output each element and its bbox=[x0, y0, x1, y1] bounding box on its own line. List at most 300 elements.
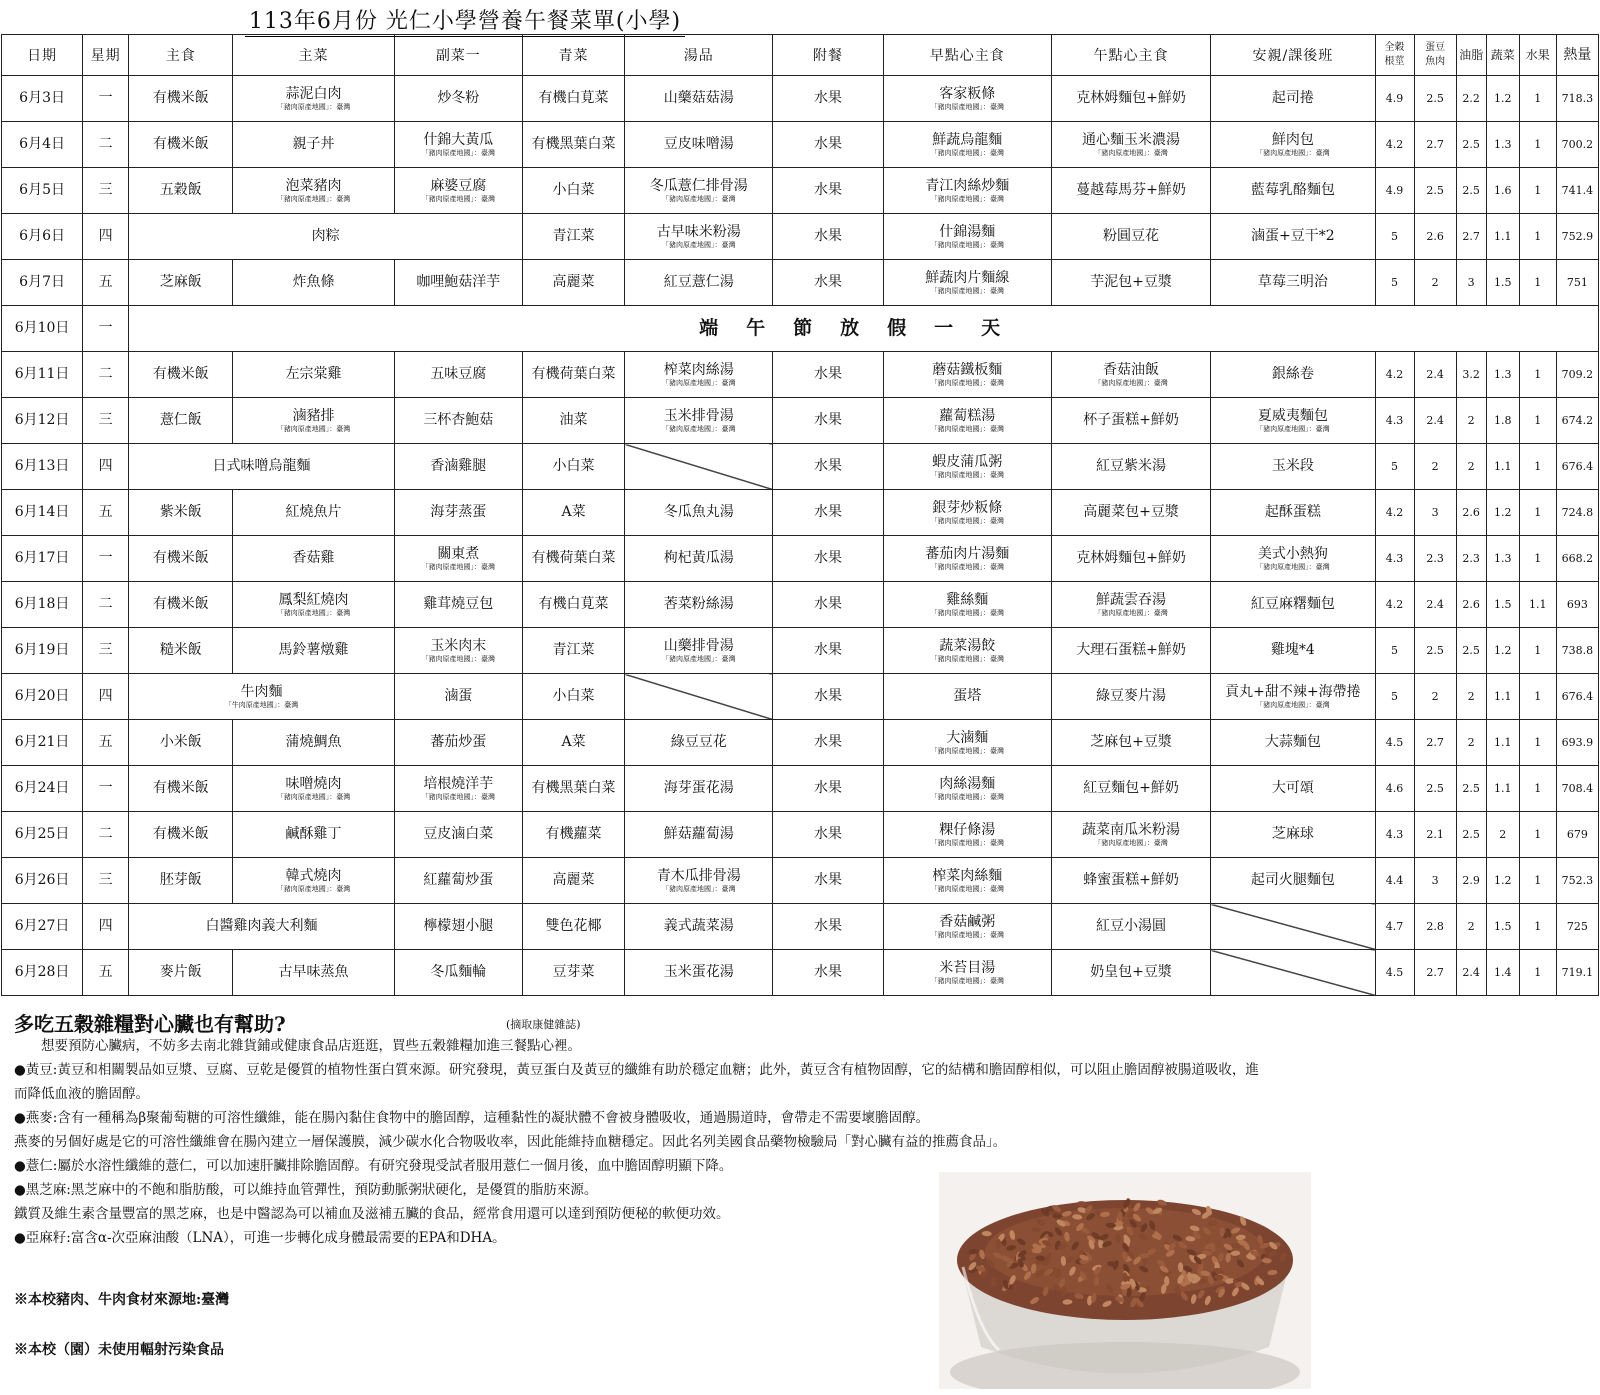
soup-cell-text: 榨菜肉絲湯 bbox=[663, 361, 734, 378]
afterschool-cell bbox=[1211, 674, 1375, 720]
fat-value: 2.6 bbox=[1456, 490, 1486, 536]
veg-value: 1.4 bbox=[1486, 950, 1519, 996]
grains-value: 5 bbox=[1375, 214, 1414, 260]
soup-cell-text: 青木瓜排骨湯 bbox=[656, 867, 741, 884]
afterschool-cell-text: 起司捲 bbox=[1271, 90, 1314, 106]
veg-value: 1.5 bbox=[1486, 582, 1519, 628]
afternoon-snack-cell-text: 粉圓豆花 bbox=[1103, 228, 1160, 244]
header-protein bbox=[1414, 35, 1456, 76]
protein-value: 2.4 bbox=[1414, 352, 1456, 398]
calories-value: 751 bbox=[1556, 260, 1598, 306]
main-dish-cell bbox=[233, 766, 394, 812]
date-cell: 6月11日 bbox=[2, 352, 83, 398]
side-dish-cell bbox=[394, 582, 522, 628]
staple-cell-text: 紫米飯 bbox=[159, 504, 202, 520]
afterschool-cell-text: 草莓三明治 bbox=[1257, 274, 1328, 290]
origin-note: 「豬肉原產地國」：臺灣 bbox=[930, 608, 1004, 617]
weekday-cell: 五 bbox=[83, 720, 129, 766]
weekday-cell: 五 bbox=[83, 490, 129, 536]
soup-cell-text: 莕菜粉絲湯 bbox=[663, 596, 734, 612]
vegetable-cell bbox=[522, 950, 624, 996]
staple-cell-text: 有機米飯 bbox=[152, 550, 209, 566]
main-dish-cell bbox=[233, 720, 394, 766]
fat-value: 2.5 bbox=[1456, 766, 1486, 812]
side-dish-cell-text: 咖哩鮑菇洋芋 bbox=[416, 274, 501, 290]
origin-note: 「豬肉原產地國」：臺灣 bbox=[276, 608, 351, 617]
fat-value: 3.2 bbox=[1456, 352, 1486, 398]
morning-snack-cell-text: 榨菜肉絲麵 bbox=[932, 867, 1003, 884]
staple-cell-text: 有機米飯 bbox=[152, 596, 209, 612]
main-dish-cell bbox=[233, 536, 394, 582]
staple-cell-text: 有機米飯 bbox=[152, 366, 209, 382]
side-dish-cell bbox=[394, 536, 522, 582]
protein-value: 2.6 bbox=[1414, 214, 1456, 260]
origin-note: 「豬肉原產地國」：臺灣 bbox=[930, 884, 1004, 893]
side-dish-cell-text: 香滷雞腿 bbox=[430, 458, 487, 474]
vegetable-cell bbox=[522, 536, 624, 582]
header-grains bbox=[1375, 35, 1414, 76]
fat-value: 2.2 bbox=[1456, 76, 1486, 122]
veg-value: 1.3 bbox=[1486, 352, 1519, 398]
morning-snack-cell bbox=[883, 950, 1051, 996]
date-cell: 6月25日 bbox=[2, 812, 83, 858]
afternoon-snack-cell bbox=[1051, 168, 1210, 214]
calories-value: 693.9 bbox=[1556, 720, 1598, 766]
calories-value: 700.2 bbox=[1556, 122, 1598, 168]
veg-value: 1.6 bbox=[1486, 168, 1519, 214]
morning-snack-cell-text: 蘑菇鐵板麵 bbox=[932, 361, 1003, 378]
menu-row bbox=[2, 76, 1599, 122]
fat-value: 2.9 bbox=[1456, 858, 1486, 904]
protein-value: 3 bbox=[1414, 858, 1456, 904]
calories-value: 719.1 bbox=[1556, 950, 1598, 996]
side-dish-cell-text: 豆皮滷白菜 bbox=[423, 826, 494, 842]
vegetable-cell bbox=[522, 76, 624, 122]
morning-snack-cell bbox=[883, 490, 1051, 536]
morning-snack-cell bbox=[883, 444, 1051, 490]
main-dish-cell-text: 親子丼 bbox=[292, 136, 335, 152]
vegetable-cell-text: 有機黑葉白菜 bbox=[531, 780, 616, 796]
staple-cell-text: 糙米飯 bbox=[159, 642, 202, 658]
afternoon-snack-cell bbox=[1051, 628, 1210, 674]
vegetable-cell bbox=[522, 260, 624, 306]
protein-value: 2.4 bbox=[1414, 582, 1456, 628]
afternoon-snack-cell bbox=[1051, 76, 1210, 122]
side-dish-cell bbox=[394, 904, 522, 950]
origin-note: 「豬肉原產地國」：臺灣 bbox=[930, 930, 1004, 939]
date-cell: 6月10日 bbox=[2, 306, 83, 352]
article-source: (摘取康健雜誌) bbox=[506, 1018, 581, 1031]
afterschool-cell bbox=[1211, 260, 1375, 306]
staple-cell bbox=[129, 490, 233, 536]
main-dish-cell-text: 馬鈴薯燉雞 bbox=[278, 642, 349, 658]
calories-value: 708.4 bbox=[1556, 766, 1598, 812]
side-dish-cell-text: 什錦大黃瓜 bbox=[423, 131, 494, 148]
soup-cell bbox=[625, 490, 773, 536]
soup-cell-text: 玉米蛋花湯 bbox=[663, 964, 734, 980]
afternoon-snack-cell bbox=[1051, 858, 1210, 904]
weekday-cell: 一 bbox=[83, 76, 129, 122]
side-dish-cell bbox=[394, 76, 522, 122]
soup-cell bbox=[625, 76, 773, 122]
weekday-cell: 二 bbox=[83, 812, 129, 858]
header-label-line: 全穀 bbox=[1384, 42, 1405, 53]
article-paragraph: 想要預防心臟病，不妨多去南北雜貨鋪或健康食品店逛逛，買些五穀雜糧加進三餐點心裡。 bbox=[14, 1038, 581, 1054]
menu-row bbox=[2, 490, 1599, 536]
fat-value: 2.4 bbox=[1456, 950, 1486, 996]
morning-snack-cell-text: 肉絲湯麵 bbox=[939, 775, 996, 792]
morning-snack-cell bbox=[883, 168, 1051, 214]
origin-note: 「豬肉原產地國」：臺灣 bbox=[276, 424, 351, 433]
vegetable-cell bbox=[522, 812, 624, 858]
afterschool-cell bbox=[1211, 122, 1375, 168]
veg-value: 1.1 bbox=[1486, 214, 1519, 260]
afternoon-snack-cell-text: 蔓越莓馬芬+鮮奶 bbox=[1076, 182, 1186, 198]
main-dish-cell bbox=[233, 398, 394, 444]
side-dish-cell bbox=[394, 766, 522, 812]
origin-note: 「豬肉原產地國」：臺灣 bbox=[1256, 424, 1330, 433]
origin-note: 「豬肉原產地國」：臺灣 bbox=[930, 148, 1004, 157]
afternoon-snack-cell bbox=[1051, 536, 1210, 582]
protein-value: 2.7 bbox=[1414, 122, 1456, 168]
main-dish-cell-text: 滷豬排 bbox=[292, 407, 335, 424]
side-dish-cell-text: 玉米肉末 bbox=[430, 637, 487, 654]
origin-note: 「豬肉原產地國」：臺灣 bbox=[662, 884, 736, 893]
origin-note: 「豬肉原產地國」：臺灣 bbox=[662, 654, 736, 663]
header-label-line: 魚肉 bbox=[1425, 56, 1446, 67]
morning-snack-cell bbox=[883, 858, 1051, 904]
grains-value: 4.2 bbox=[1375, 582, 1414, 628]
afternoon-snack-cell-text: 鮮蔬雲吞湯 bbox=[1096, 591, 1167, 608]
menu-table bbox=[1, 34, 1599, 996]
origin-note: 「豬肉原產地國」：臺灣 bbox=[276, 194, 351, 203]
main-dish-cell-text: 蒜泥白肉 bbox=[285, 85, 342, 102]
main-dish-cell-text: 左宗棠雞 bbox=[285, 366, 342, 382]
afternoon-snack-cell-text: 香菇油飯 bbox=[1103, 361, 1160, 378]
afterschool-cell-text: 玉米段 bbox=[1271, 458, 1314, 474]
afternoon-snack-cell-text: 高麗菜包+豆漿 bbox=[1083, 504, 1179, 520]
menu-row bbox=[2, 398, 1599, 444]
menu-row bbox=[2, 812, 1599, 858]
afternoon-snack-cell-text: 奶皇包+豆漿 bbox=[1090, 964, 1172, 980]
extra-cell: 水果 bbox=[773, 582, 883, 628]
morning-snack-cell-text: 蘿蔔糕湯 bbox=[939, 407, 996, 424]
origin-note: 「豬肉原產地國」：臺灣 bbox=[276, 884, 351, 893]
date-cell: 6月26日 bbox=[2, 858, 83, 904]
main-dish-cell bbox=[233, 168, 394, 214]
side-dish-cell-text: 蕃茄炒蛋 bbox=[430, 734, 487, 750]
header-veg-serving: 蔬菜 bbox=[1486, 35, 1519, 76]
afternoon-snack-cell-text: 紅豆紫米湯 bbox=[1096, 458, 1167, 474]
afternoon-snack-cell-text: 大理石蛋糕+鮮奶 bbox=[1076, 642, 1186, 658]
fruit-value: 1 bbox=[1519, 674, 1556, 720]
date-cell: 6月28日 bbox=[2, 950, 83, 996]
header-date: 日期 bbox=[2, 35, 83, 76]
holiday-notice: 端午節放假一天 bbox=[129, 306, 1599, 352]
main-dish-cell bbox=[233, 76, 394, 122]
veg-value: 1.5 bbox=[1486, 904, 1519, 950]
staple-cell-text: 薏仁飯 bbox=[159, 412, 202, 428]
meat-origin-note: ※本校豬肉、牛肉食材來源地:臺灣 bbox=[14, 1292, 230, 1308]
morning-snack-cell-text: 鮮蔬烏龍麵 bbox=[932, 131, 1003, 148]
menu-row bbox=[2, 858, 1599, 904]
side-dish-cell bbox=[394, 260, 522, 306]
extra-cell: 水果 bbox=[773, 168, 883, 214]
fat-value: 2 bbox=[1456, 398, 1486, 444]
fat-value: 2 bbox=[1456, 444, 1486, 490]
calories-value: 718.3 bbox=[1556, 76, 1598, 122]
afternoon-snack-cell-text: 克林姆麵包+鮮奶 bbox=[1076, 90, 1186, 106]
side-dish-cell bbox=[394, 168, 522, 214]
veg-value: 2 bbox=[1486, 812, 1519, 858]
grains-value: 4.3 bbox=[1375, 812, 1414, 858]
origin-note: 「豬肉原產地國」：臺灣 bbox=[662, 194, 736, 203]
weekday-cell: 五 bbox=[83, 950, 129, 996]
side-dish-cell-text: 雞茸燒豆包 bbox=[423, 596, 494, 612]
header-fat: 油脂 bbox=[1456, 35, 1486, 76]
afternoon-snack-cell bbox=[1051, 812, 1210, 858]
side-dish-cell bbox=[394, 352, 522, 398]
soup-cell bbox=[625, 352, 773, 398]
protein-value: 2.4 bbox=[1414, 398, 1456, 444]
afterschool-cell-text: 美式小熱狗 bbox=[1257, 545, 1328, 562]
soup-cell bbox=[625, 812, 773, 858]
extra-cell: 水果 bbox=[773, 122, 883, 168]
date-cell: 6月3日 bbox=[2, 76, 83, 122]
main-dish-cell-text: 紅燒魚片 bbox=[285, 504, 342, 520]
combined-meal-cell-text: 日式味噌烏龍麵 bbox=[212, 458, 311, 474]
menu-row bbox=[2, 766, 1599, 812]
side-dish-cell-text: 麻婆豆腐 bbox=[430, 177, 487, 194]
vegetable-cell bbox=[522, 858, 624, 904]
protein-value: 2.3 bbox=[1414, 536, 1456, 582]
vegetable-cell-text: 豆芽菜 bbox=[552, 964, 595, 980]
vegetable-cell-text: 有機蘿菜 bbox=[545, 826, 602, 842]
side-dish-cell bbox=[394, 812, 522, 858]
main-dish-cell bbox=[233, 490, 394, 536]
afterschool-cell bbox=[1211, 766, 1375, 812]
afterschool-cell-text: 藍莓乳酪麵包 bbox=[1250, 182, 1335, 198]
afternoon-snack-cell-text: 杯子蛋糕+鮮奶 bbox=[1083, 412, 1179, 428]
soup-cell-text: 豆皮味噌湯 bbox=[663, 136, 734, 152]
header-calories: 熱量 bbox=[1556, 35, 1598, 76]
fruit-value: 1 bbox=[1519, 260, 1556, 306]
staple-cell-text: 小米飯 bbox=[159, 734, 202, 750]
vegetable-cell-text: 油菜 bbox=[559, 412, 588, 428]
soup-cell bbox=[625, 122, 773, 168]
morning-snack-cell-text: 蕃茄肉片湯麵 bbox=[925, 545, 1010, 562]
vegetable-cell-text: 小白菜 bbox=[552, 458, 595, 474]
side-dish-cell-text: 培根燒洋芋 bbox=[423, 775, 494, 792]
main-dish-cell-text: 香菇雞 bbox=[292, 550, 335, 566]
grains-value: 4.9 bbox=[1375, 76, 1414, 122]
radiation-free-note: ※本校（園）未使用輻射污染食品 bbox=[14, 1342, 224, 1358]
calories-value: 676.4 bbox=[1556, 444, 1598, 490]
vegetable-cell bbox=[522, 674, 624, 720]
staple-cell-text: 五穀飯 bbox=[159, 182, 202, 198]
soup-cell-text: 鮮菇蘿蔔湯 bbox=[663, 826, 734, 842]
soup-cell bbox=[625, 582, 773, 628]
morning-snack-cell-text: 鮮蔬肉片麵線 bbox=[925, 269, 1010, 286]
soup-cell bbox=[625, 168, 773, 214]
fruit-value: 1 bbox=[1519, 858, 1556, 904]
vegetable-cell-text: 雙色花椰 bbox=[545, 918, 602, 934]
origin-note: 「牛肉原產地國」：臺灣 bbox=[224, 700, 299, 709]
soup-cell bbox=[625, 260, 773, 306]
origin-note: 「豬肉原產地國」：臺灣 bbox=[930, 654, 1004, 663]
side-dish-cell-text: 檸檬翅小腿 bbox=[423, 918, 494, 934]
origin-note: 「豬肉原產地國」：臺灣 bbox=[930, 286, 1004, 295]
date-cell: 6月19日 bbox=[2, 628, 83, 674]
grains-value: 4.4 bbox=[1375, 858, 1414, 904]
header-staple: 主食 bbox=[129, 35, 233, 76]
vegetable-cell bbox=[522, 168, 624, 214]
table-header-row bbox=[2, 35, 1599, 76]
morning-snack-cell-text: 銀芽炒粄條 bbox=[932, 499, 1003, 516]
weekday-cell: 四 bbox=[83, 444, 129, 490]
vegetable-cell bbox=[522, 214, 624, 260]
origin-note: 「豬肉原產地國」：臺灣 bbox=[1094, 838, 1168, 847]
date-cell: 6月6日 bbox=[2, 214, 83, 260]
date-cell: 6月5日 bbox=[2, 168, 83, 214]
afternoon-snack-cell-text: 紅豆麵包+鮮奶 bbox=[1083, 780, 1179, 796]
soup-cell-text: 古早味米粉湯 bbox=[656, 223, 741, 240]
origin-note: 「豬肉原產地國」：臺灣 bbox=[930, 792, 1004, 801]
header-label-line: 根莖 bbox=[1384, 56, 1405, 67]
veg-value: 1.1 bbox=[1486, 674, 1519, 720]
weekday-cell: 三 bbox=[83, 168, 129, 214]
fruit-value: 1 bbox=[1519, 628, 1556, 674]
soup-cell-text: 海芽蛋花湯 bbox=[663, 780, 734, 796]
soup-cell bbox=[625, 904, 773, 950]
side-dish-cell bbox=[394, 950, 522, 996]
protein-value: 2.8 bbox=[1414, 904, 1456, 950]
fat-value: 2 bbox=[1456, 904, 1486, 950]
vegetable-cell bbox=[522, 352, 624, 398]
date-cell: 6月7日 bbox=[2, 260, 83, 306]
side-dish-cell-text: 炒冬粉 bbox=[437, 90, 480, 106]
origin-note: 「豬肉原產地國」：臺灣 bbox=[930, 470, 1004, 479]
soup-cell bbox=[625, 398, 773, 444]
veg-value: 1.3 bbox=[1486, 536, 1519, 582]
staple-cell bbox=[129, 720, 233, 766]
origin-note: 「豬肉原產地國」：臺灣 bbox=[930, 424, 1004, 433]
afternoon-snack-cell bbox=[1051, 398, 1210, 444]
weekday-cell: 三 bbox=[83, 398, 129, 444]
origin-note: 「豬肉原產地國」：臺灣 bbox=[930, 838, 1004, 847]
side-dish-cell bbox=[394, 490, 522, 536]
menu-row bbox=[2, 904, 1599, 950]
menu-row bbox=[2, 536, 1599, 582]
page-title: 113年6月份 光仁小學營養午餐菜單(小學) bbox=[0, 4, 930, 37]
article-paragraph: ●黃豆:黃豆和相關製品如豆漿、豆腐、豆乾是優質的植物性蛋白質來源。研究發現，黃豆蛋白及黃豆的纖維有助於穩定血糖；此外，黃豆含有植物固醇，它的結構和膽固醇相似，可以阻止膽固醇被腸道吸收，進 bbox=[14, 1062, 1259, 1078]
menu-row bbox=[2, 260, 1599, 306]
soup-cell-text: 紅豆薏仁湯 bbox=[663, 274, 734, 290]
origin-note: 「豬肉原產地國」：臺灣 bbox=[662, 240, 736, 249]
staple-cell bbox=[129, 122, 233, 168]
soup-cell-text: 冬瓜薏仁排骨湯 bbox=[649, 177, 748, 194]
origin-note: 「豬肉原產地國」：臺灣 bbox=[421, 148, 496, 157]
side-dish-cell-text: 冬瓜麵輪 bbox=[430, 964, 487, 980]
calories-value: 725 bbox=[1556, 904, 1598, 950]
morning-snack-cell-text: 客家粄條 bbox=[939, 85, 996, 102]
weekday-cell: 一 bbox=[83, 766, 129, 812]
side-dish-cell-text: 海芽蒸蛋 bbox=[430, 504, 487, 520]
header-fruit: 水果 bbox=[1519, 35, 1556, 76]
afterschool-cell-text: 大蒜麵包 bbox=[1264, 734, 1321, 750]
article-title: 多吃五穀雜糧對心臟也有幫助? bbox=[14, 1012, 286, 1036]
afterschool-cell bbox=[1211, 76, 1375, 122]
afternoon-snack-cell bbox=[1051, 674, 1210, 720]
afternoon-snack-cell bbox=[1051, 260, 1210, 306]
staple-cell bbox=[129, 76, 233, 122]
soup-cell-text: 山藥排骨湯 bbox=[663, 637, 734, 654]
morning-snack-cell bbox=[883, 812, 1051, 858]
weekday-cell: 四 bbox=[83, 674, 129, 720]
afterschool-cell-text: 起司火腿麵包 bbox=[1250, 872, 1335, 888]
vegetable-cell-text: A菜 bbox=[561, 504, 586, 520]
afterschool-cell bbox=[1211, 490, 1375, 536]
fat-value: 2.6 bbox=[1456, 582, 1486, 628]
combined-meal-cell bbox=[129, 674, 394, 720]
menu-row bbox=[2, 306, 1599, 352]
header-soup: 湯品 bbox=[625, 35, 773, 76]
afterschool-cell bbox=[1211, 352, 1375, 398]
main-dish-cell bbox=[233, 858, 394, 904]
extra-cell: 水果 bbox=[773, 444, 883, 490]
fat-value: 2.3 bbox=[1456, 536, 1486, 582]
weekday-cell: 一 bbox=[83, 536, 129, 582]
extra-cell: 水果 bbox=[773, 720, 883, 766]
protein-value: 2.5 bbox=[1414, 168, 1456, 214]
afterschool-cell bbox=[1211, 628, 1375, 674]
afternoon-snack-cell bbox=[1051, 122, 1210, 168]
side-dish-cell bbox=[394, 720, 522, 766]
date-cell: 6月14日 bbox=[2, 490, 83, 536]
afternoon-snack-cell bbox=[1051, 720, 1210, 766]
morning-snack-cell-text: 粿仔條湯 bbox=[939, 821, 996, 838]
flaxseed-bowl-image bbox=[939, 1172, 1311, 1389]
staple-cell bbox=[129, 536, 233, 582]
date-cell: 6月4日 bbox=[2, 122, 83, 168]
staple-cell bbox=[129, 950, 233, 996]
header-side-dish: 副菜一 bbox=[394, 35, 522, 76]
combined-meal-cell-text: 白醬雞肉義大利麵 bbox=[205, 918, 318, 934]
staple-cell-text: 麥片飯 bbox=[159, 964, 202, 980]
origin-note: 「豬肉原產地國」：臺灣 bbox=[1256, 562, 1330, 571]
weekday-cell: 四 bbox=[83, 904, 129, 950]
main-dish-cell-text: 泡菜豬肉 bbox=[285, 177, 342, 194]
morning-snack-cell bbox=[883, 582, 1051, 628]
origin-note: 「豬肉原產地國」：臺灣 bbox=[930, 562, 1004, 571]
side-dish-cell-text: 三杯杏鮑菇 bbox=[423, 412, 494, 428]
header-side-extra: 附餐 bbox=[773, 35, 883, 76]
staple-cell-text: 胚芽飯 bbox=[159, 872, 202, 888]
calories-value: 693 bbox=[1556, 582, 1598, 628]
soup-cell-text: 綠豆豆花 bbox=[670, 734, 727, 750]
soup-cell-text: 冬瓜魚丸湯 bbox=[663, 504, 734, 520]
morning-snack-cell-text: 蝦皮蒲瓜粥 bbox=[932, 453, 1003, 470]
afternoon-snack-cell-text: 綠豆麥片湯 bbox=[1096, 688, 1167, 704]
extra-cell: 水果 bbox=[773, 766, 883, 812]
side-dish-cell bbox=[394, 674, 522, 720]
afternoon-snack-cell bbox=[1051, 904, 1210, 950]
vegetable-cell-text: 高麗菜 bbox=[552, 274, 595, 290]
fruit-value: 1 bbox=[1519, 444, 1556, 490]
afterschool-cell bbox=[1211, 950, 1375, 996]
article-paragraph: 而降低血液的膽固醇。 bbox=[14, 1086, 149, 1102]
fat-value: 2 bbox=[1456, 720, 1486, 766]
